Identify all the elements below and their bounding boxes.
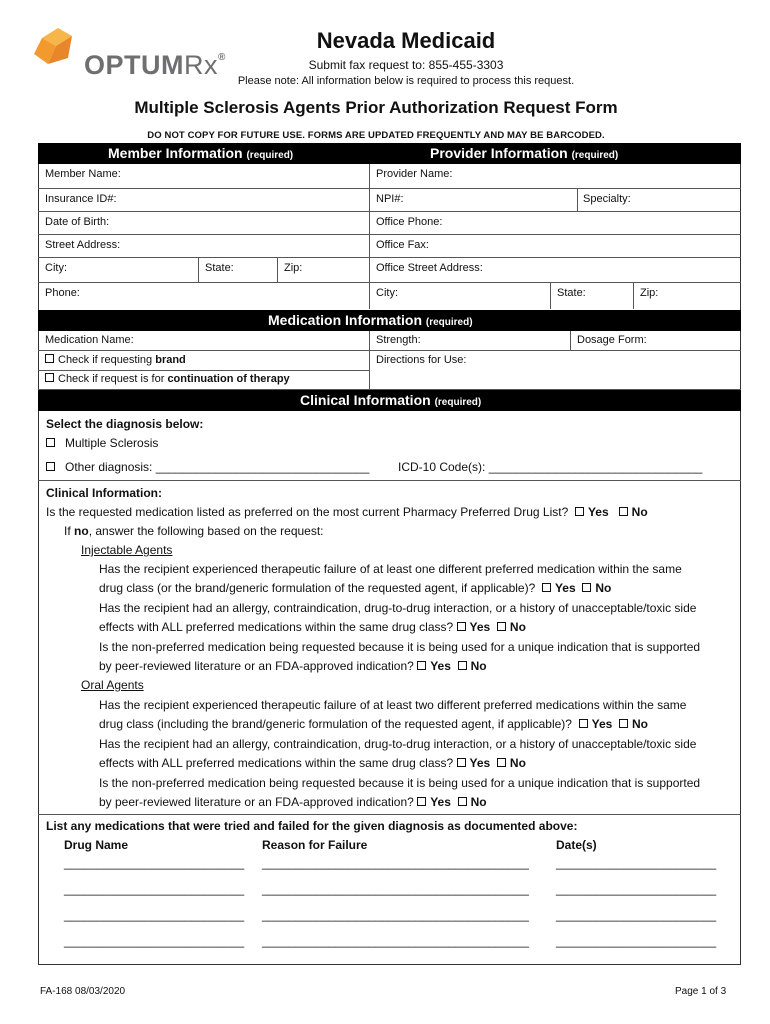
tried-failed-heading: List any medications that were tried and failed for the given diagnosis as documented above:	[46, 819, 578, 833]
inj-q2-line2: effects with ALL preferred medications within the same drug class? Yes No	[99, 620, 526, 634]
yes-checkbox[interactable]	[579, 719, 588, 728]
drug-name-blank[interactable]: ___________________________	[64, 908, 245, 922]
optum-logo-mark-icon	[32, 24, 92, 84]
preferred-question: Is the requested medication listed as preferred on the most current Pharmacy Preferred Drug List? Yes No	[46, 505, 648, 519]
icd10-field[interactable]: ICD-10 Code(s): ________________________________	[398, 460, 703, 474]
fax-number: Submit fax request to: 855-455-3303	[308, 58, 504, 72]
street-address-field[interactable]: Street Address:	[45, 239, 121, 251]
yes-checkbox[interactable]	[575, 507, 584, 516]
yes-checkbox[interactable]	[542, 583, 551, 592]
medication-band	[38, 310, 741, 331]
date-blank[interactable]: ________________________	[556, 934, 717, 948]
clinical-band	[38, 390, 741, 411]
form-title: Multiple Sclerosis Agents Prior Authorization Request Form	[134, 98, 618, 117]
strength-field[interactable]: Strength:	[376, 334, 421, 346]
page-number: Page 1 of 3	[675, 986, 727, 997]
form-id: FA-168 08/03/2020	[40, 986, 126, 997]
continuation-checkbox[interactable]: Check if request is for continuation of therapy	[45, 373, 290, 385]
office-fax-field[interactable]: Office Fax:	[376, 239, 429, 251]
inj-q1-line2: drug class (or the brand/generic formulation of the requested agent, if applicable)? Yes No	[99, 581, 612, 595]
provider-zip-field[interactable]: Zip:	[640, 287, 659, 299]
insurance-id-field[interactable]: Insurance ID#:	[45, 193, 117, 205]
medication-info-heading: Medication Information (required)	[268, 312, 473, 328]
no-checkbox[interactable]	[582, 583, 591, 592]
date-blank[interactable]: ________________________	[556, 856, 717, 870]
provider-name-field[interactable]: Provider Name:	[376, 168, 453, 180]
optumrx-logo-text: OPTUMRx®	[84, 50, 226, 80]
provider-state-field[interactable]: State:	[557, 287, 586, 299]
no-checkbox[interactable]	[619, 507, 628, 516]
member-zip-field[interactable]: Zip:	[284, 262, 303, 274]
oral-q1-line1: Has the recipient experienced therapeutic failure of at least two different preferred medications within the same	[99, 698, 687, 712]
member-city-field[interactable]: City:	[45, 262, 67, 274]
oral-q3-line1: Is the non-preferred medication being requested because it is being used for a unique indication that is supported	[99, 776, 701, 790]
checkbox-icon[interactable]	[46, 462, 55, 471]
dob-field[interactable]: Date of Birth:	[45, 216, 110, 228]
no-checkbox[interactable]	[497, 622, 506, 631]
if-no-instruction: If no, answer the following based on the request:	[64, 524, 324, 538]
col-reason-for-failure: Reason for Failure	[262, 838, 368, 852]
clinical-info-label: Clinical Information:	[46, 486, 163, 500]
member-provider-band	[38, 143, 741, 164]
inj-q1-line1: Has the recipient experienced therapeutic failure of at least one different preferred medication within the same	[99, 562, 682, 576]
reason-blank[interactable]: ________________________________________	[262, 934, 529, 948]
drug-name-blank[interactable]: ___________________________	[64, 882, 245, 896]
inj-q3-line1: Is the non-preferred medication being requested because it is being used for a unique indication that is supported	[99, 640, 701, 654]
office-phone-field[interactable]: Office Phone:	[376, 216, 443, 228]
drug-name-blank[interactable]: ___________________________	[64, 934, 245, 948]
brand-checkbox[interactable]: Check if requesting brand	[45, 354, 186, 366]
oral-q1-line2: drug class (including the brand/generic formulation of the requested agent, if applicable)? Yes No	[99, 717, 649, 731]
col-dates: Date(s)	[556, 838, 597, 852]
oral-q2-line1: Has the recipient had an allergy, contraindication, drug-to-drug interaction, or a history of unacceptable/toxic side	[99, 737, 697, 751]
checkbox-icon[interactable]	[45, 373, 54, 382]
drug-name-blank[interactable]: ___________________________	[64, 856, 245, 870]
provider-city-field[interactable]: City:	[376, 287, 398, 299]
directions-field[interactable]: Directions for Use:	[376, 354, 467, 366]
inj-q2-line1: Has the recipient had an allergy, contraindication, drug-to-drug interaction, or a history of unacceptable/toxic side	[99, 601, 697, 615]
oral-q3-line2: by peer-reviewed literature or an FDA-approved indication? Yes No	[99, 795, 487, 809]
inj-q3-line2: by peer-reviewed literature or an FDA-approved indication? Yes No	[99, 659, 487, 673]
yes-checkbox[interactable]	[417, 661, 426, 670]
do-not-copy-notice: DO NOT COPY FOR FUTURE USE. FORMS ARE UPDATED FREQUENTLY AND MAY BE BARCODED.	[147, 130, 605, 141]
clinical-info-heading: Clinical Information (required)	[300, 392, 482, 408]
oral-q2-line2: effects with ALL preferred medications within the same drug class? Yes No	[99, 756, 526, 770]
yes-checkbox[interactable]	[457, 622, 466, 631]
dx-other-checkbox[interactable]: Other diagnosis: ________________________________	[46, 460, 369, 474]
dx-ms-checkbox[interactable]: Multiple Sclerosis	[46, 436, 158, 450]
select-diagnosis-label: Select the diagnosis below:	[46, 417, 204, 431]
member-info-heading: Member Information (required)	[108, 145, 294, 161]
medication-name-field[interactable]: Medication Name:	[45, 334, 134, 346]
member-state-field[interactable]: State:	[205, 262, 234, 274]
no-checkbox[interactable]	[458, 661, 467, 670]
checkbox-icon[interactable]	[46, 438, 55, 447]
oral-agents-heading: Oral Agents	[81, 678, 144, 692]
office-street-field[interactable]: Office Street Address:	[376, 262, 483, 274]
specialty-field[interactable]: Specialty:	[583, 193, 631, 205]
yes-checkbox[interactable]	[457, 758, 466, 767]
dosage-form-field[interactable]: Dosage Form:	[577, 334, 647, 346]
date-blank[interactable]: ________________________	[556, 908, 717, 922]
yes-checkbox[interactable]	[417, 797, 426, 806]
no-checkbox[interactable]	[497, 758, 506, 767]
no-checkbox[interactable]	[458, 797, 467, 806]
checkbox-icon[interactable]	[45, 354, 54, 363]
date-blank[interactable]: ________________________	[556, 882, 717, 896]
provider-info-heading: Provider Information (required)	[430, 145, 619, 161]
reason-blank[interactable]: ________________________________________	[262, 856, 529, 870]
page-title: Nevada Medicaid	[316, 28, 496, 53]
reason-blank[interactable]: ________________________________________	[262, 908, 529, 922]
reason-blank[interactable]: ________________________________________	[262, 882, 529, 896]
col-drug-name: Drug Name	[64, 838, 129, 852]
npi-field[interactable]: NPI#:	[376, 193, 404, 205]
member-phone-field[interactable]: Phone:	[45, 287, 80, 299]
required-note: Please note: All information below is required to process this request.	[237, 75, 575, 87]
member-name-field[interactable]: Member Name:	[45, 168, 121, 180]
injectable-agents-heading: Injectable Agents	[81, 543, 173, 557]
no-checkbox[interactable]	[619, 719, 628, 728]
